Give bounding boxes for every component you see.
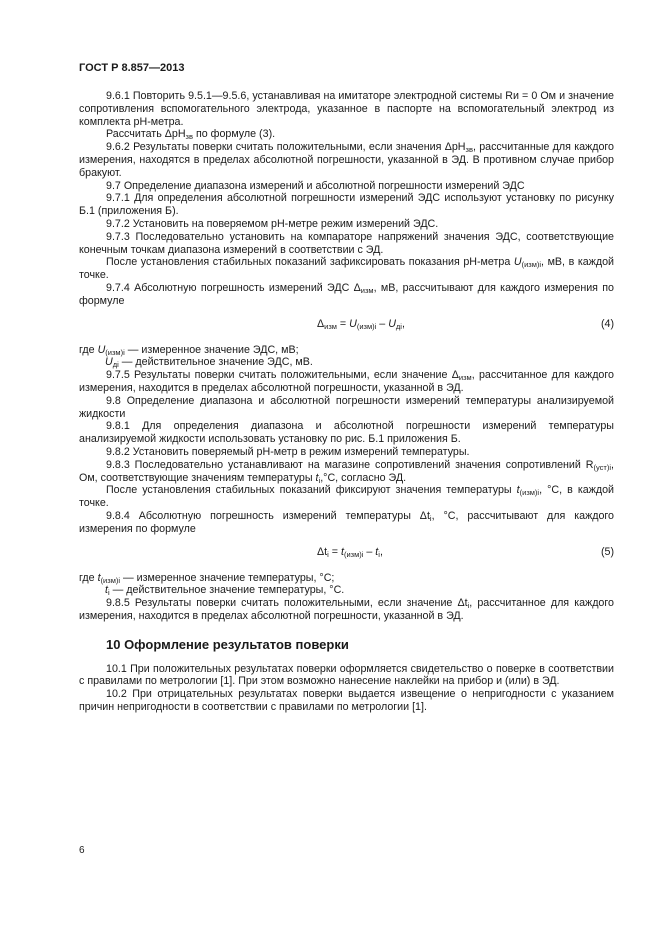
- formula-4-expression: $\Delta_{изм} = U_{(изм)i} - U_{дi}$,: [317, 317, 405, 331]
- clause-9-8-1: 9.8.1 Для определения диапазона и абсолютной погрешности измерений температуры анализируемой жидкости использовать установку по рис. Б.1 приложения Б.: [79, 420, 614, 446]
- formula-5-expression: $\Delta t_i = t_{(изм)i} - t_i$,: [317, 545, 383, 559]
- clause-9-7-2: 9.7.2 Установить на поверяемом рН-метре режим измерений ЭДС.: [106, 217, 439, 230]
- clause-9-6-1: 9.6.1 Повторить 9.5.1—9.5.6, устанавливая на имитаторе электродной системы Rи = 0 Ом и значение сопротивления вспомогательного электрода, указанное в паспорте на вспомогательный электрод из комплекта рН-метра.: [79, 90, 614, 128]
- clause-10-1: 10.1 При положительных результатах поверки оформляется свидетельство о поверке в соответствии с правилами по метрологии [1]. При этом возможно нанесение наклейки на прибор и (или) в ЭД.: [79, 662, 614, 688]
- formula-4: [79, 318, 614, 332]
- clause-9-8-4: 9.8.4 Абсолютную погрешность измерений температуры $\Delta t_i$, °C, рассчитывают для каждого измерения по формуле: [79, 509, 615, 535]
- document-header: ГОСТ Р 8.857—2013: [79, 62, 185, 74]
- clause-9-6-1-calc: Рассчитать ΔрН$_{зв}$ по формуле (3).: [106, 128, 276, 142]
- page-body: [79, 90, 614, 714]
- clause-9-6-2: 9.6.2 Результаты поверки считать положительными, если значения ΔрН$_{зв}$, рассчитанные для каждого измерения, находятся в пределах абсолютной погрешности, указанной в ЭД. В противном случае прибор бракуют.: [79, 141, 614, 179]
- clause-10-2: 10.2 При отрицательных результатах поверки выдается извещение о непригодности с указанием причин непригодности в соответствии с правилами по метрологии [1].: [79, 688, 614, 714]
- formula-5-where-2: $t_i$ — действительное значение температуры, °C.: [105, 584, 345, 598]
- page-number: 6: [79, 845, 85, 856]
- formula-4-where-2: $U_{дi}$ — действительное значение ЭДС, мВ.: [105, 356, 313, 370]
- clause-9-8-3: 9.8.3 Последовательно устанавливают на магазине сопротивлений значения сопротивлений $R_{(уст)i}$, Ом, соответствующие значениям температуры $t_i,^\circ C$, согласно ЭД.: [79, 458, 614, 485]
- clause-9-8-5: 9.8.5 Результаты поверки считать положительными, если значение $\Delta t_i$, рассчитанное для каждого измерения, находится в пределах абсолютной погрешности, указанной в ЭД.: [79, 597, 614, 622]
- formula-4-where-1: где $U_{(изм)i}$ — измеренное значение ЭДС, мВ;: [79, 343, 299, 357]
- section-10-heading: 10 Оформление результатов поверки: [106, 636, 349, 652]
- clause-9-8: 9.8 Определение диапазона и абсолютной погрешности измерений температуры анализируемой жидкости: [79, 394, 614, 420]
- clause-9-7-3-readings: После установления стабильных показаний зафиксировать показания рН-метра $U_{(изм)i}$, мВ, в каждой точке.: [79, 256, 614, 282]
- clause-9-7-1: 9.7.1 Для определения абсолютной погрешности измерений ЭДС используют установку по рисунку Б.1 (приложения Б).: [79, 192, 614, 218]
- clause-9-7-5: 9.7.5 Результаты поверки считать положительными, если значение $\Delta_{изм}$, рассчитанное для каждого измерения, находится в пределах абсолютной погрешности, указанной в ЭД.: [79, 369, 614, 394]
- formula-5: [79, 546, 614, 560]
- formula-4-number: (4): [600, 317, 614, 330]
- formula-5-where-1: где $t_{(изм)i}$ — измеренное значение температуры, °C;: [79, 571, 335, 585]
- clause-9-7: 9.7 Определение диапазона измерений и абсолютной погрешности измерений ЭДС: [106, 179, 525, 192]
- clause-9-7-3: 9.7.3 Последовательно установить на компараторе напряжений значения ЭДС, соответствующие конечным точкам диапазона измерений в соответствии с ЭД.: [79, 230, 614, 256]
- clause-9-8-2: 9.8.2 Установить поверяемый рН-метр в режим измерений температуры.: [106, 445, 470, 458]
- clause-9-7-4: 9.7.4 Абсолютную погрешность измерений ЭДС $\Delta_{изм}$, мВ, рассчитывают для каждого измерения по формуле: [79, 281, 614, 307]
- clause-9-8-3-readings: После установления стабильных показаний фиксируют значения температуры $t_{(изм)i}$, °C, в каждой точке.: [79, 484, 615, 510]
- formula-5-number: (5): [600, 545, 614, 558]
